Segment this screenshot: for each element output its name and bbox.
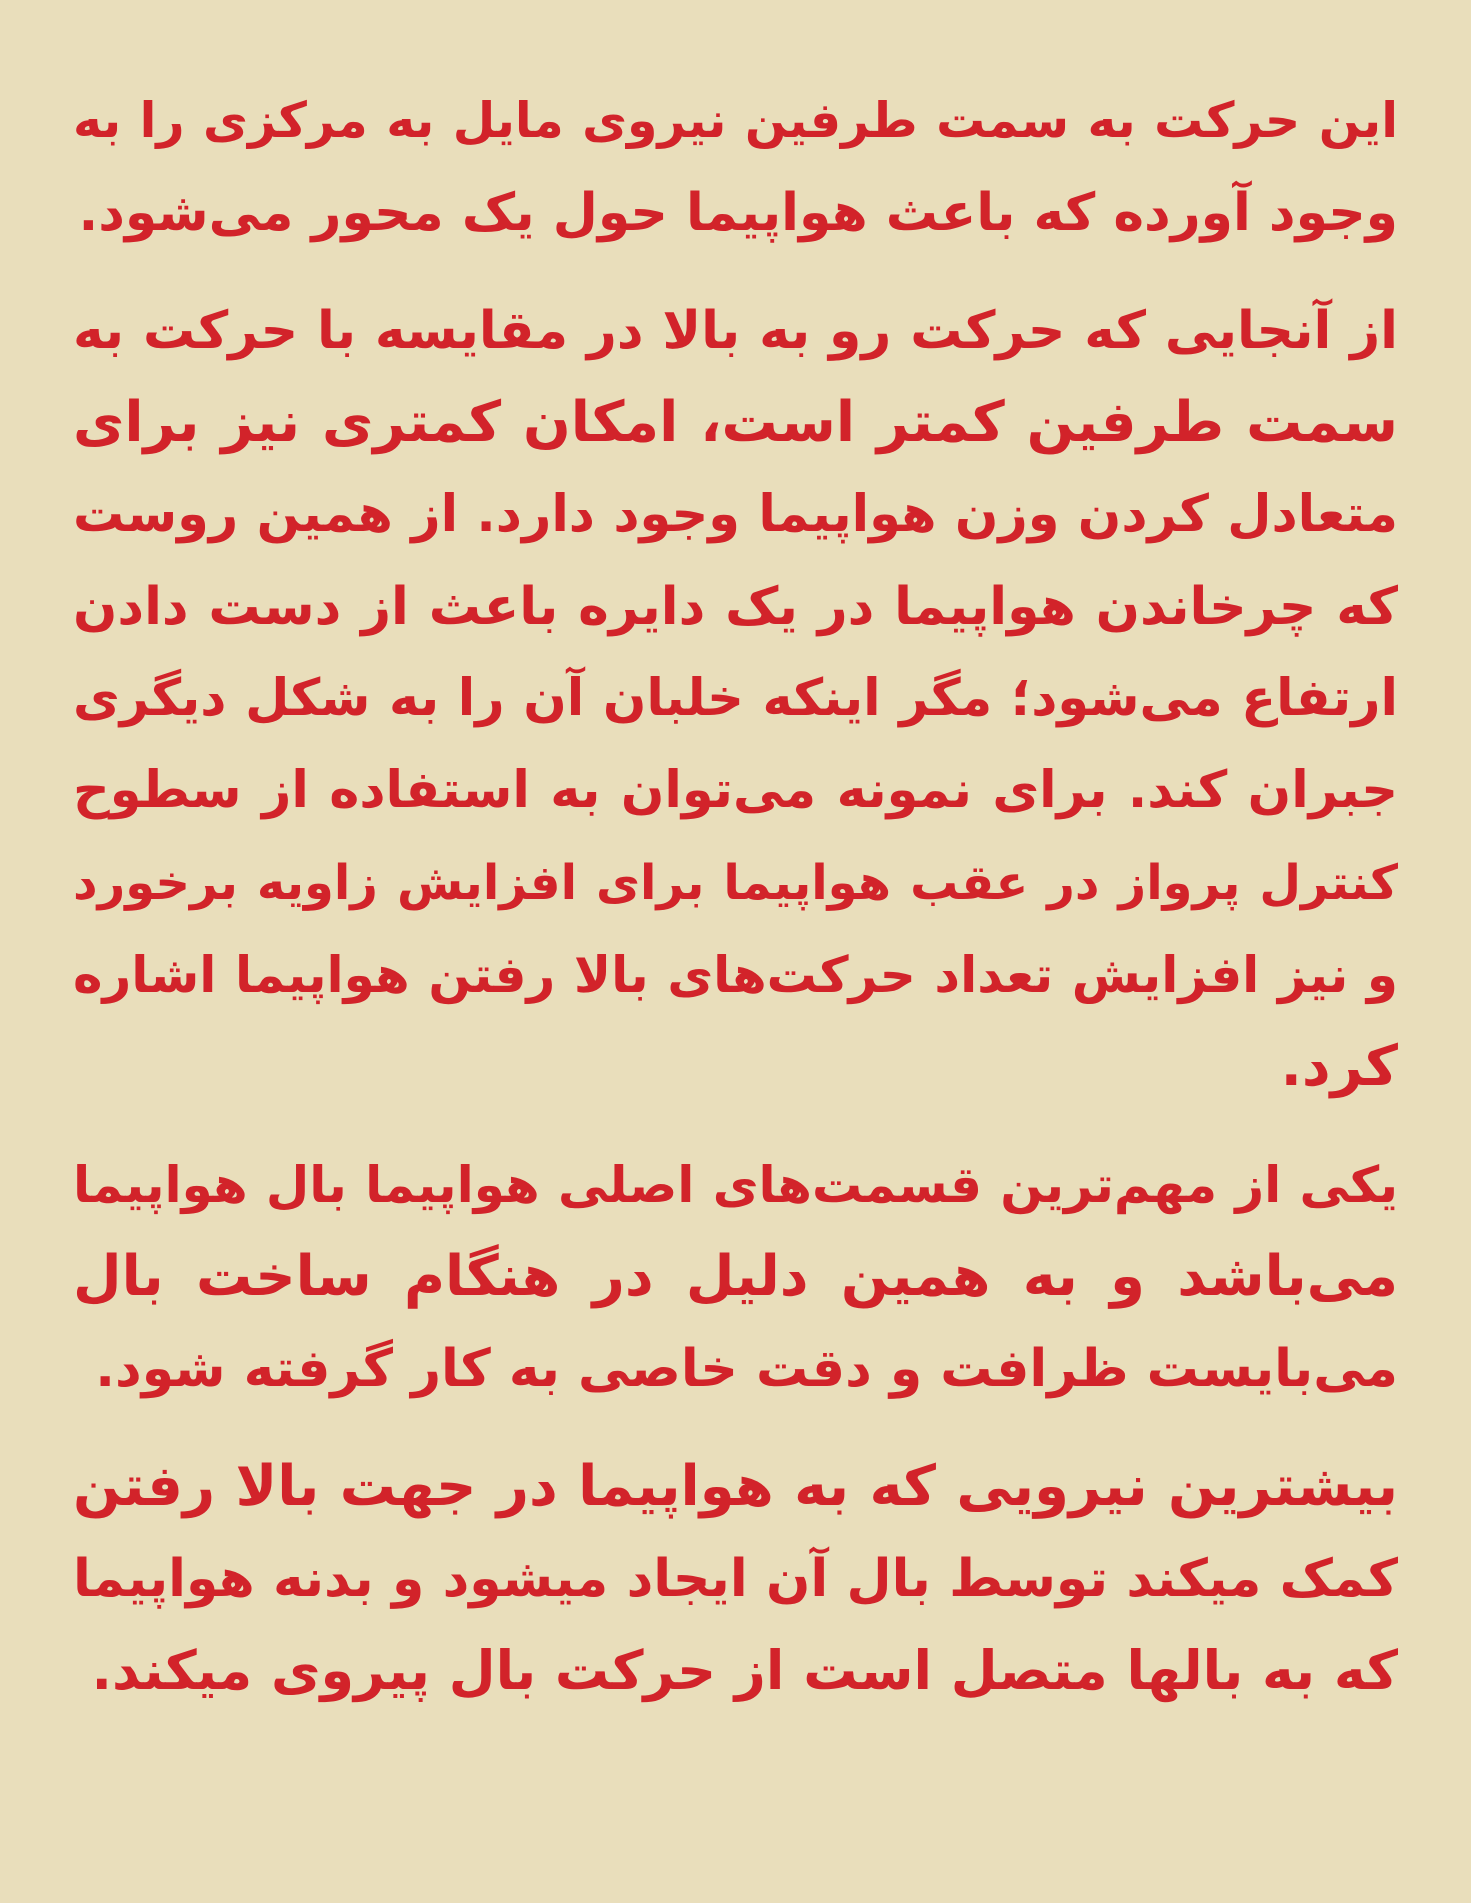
paragraph-2-line-3: متعادل کردن وزن هواپیما وجود دارد. از همین روست [73, 485, 1398, 544]
paragraph-3-line-2: می‌باشد و به همین دلیل در هنگام ساخت بال [73, 1244, 1398, 1309]
paragraph-2-line-1: از آنجایی که حرکت رو به بالا در مقایسه با حرکت به [73, 301, 1398, 361]
paragraph-1-line-1: این حرکت به سمت طرفین نیروی مایل به مرکزی را به [73, 92, 1398, 149]
paragraph-2-line-5: ارتفاع می‌شود؛ مگر اینکه خلبان آن را به شکل دیگری [73, 669, 1398, 728]
paragraph-2 [73, 285, 1398, 1113]
paragraph-2-line-6: جبران کند. برای نمونه می‌توان به استفاده از سطوح [73, 761, 1398, 820]
paragraph-4-line-3: که به بالها متصل است از حرکت بال پیروی میکند. [91, 1639, 1398, 1702]
paragraph-4 [73, 1441, 1398, 1717]
paragraph-2-line-7: کنترل پرواز در عقب هواپیما برای افزایش زاویه برخورد [73, 855, 1398, 911]
paragraph-1 [73, 75, 1398, 259]
paragraph-3-line-1: یکی از مهم‌ترین قسمت‌های اصلی هواپیما بال هواپیما [73, 1156, 1398, 1214]
paragraph-3-line-3: می‌بایست ظرافت و دقت خاصی به کار گرفته شود. [95, 1339, 1398, 1399]
paragraph-1-line-2: وجود آورده که باعث هواپیما حول یک محور می‌شود. [78, 183, 1398, 243]
paragraph-4-line-1: بیشترین نیرویی که به هواپیما در جهت بالا رفتن [73, 1454, 1398, 1519]
paragraph-2-line-4: که چرخاندن هواپیما در یک دایره باعث از دست دادن [73, 577, 1398, 637]
paragraph-4-line-2: کمک میکند توسط بال آن ایجاد میشود و بدنه هواپیما [73, 1549, 1398, 1609]
paragraph-2-line-8: و نیز افزایش تعداد حرکت‌های بالا رفتن هواپیما اشاره [73, 946, 1398, 1004]
paragraph-2-line-9: کرد. [1280, 1034, 1398, 1099]
paragraph-2-line-2: سمت طرفین کمتر است، امکان کمتری نیز برای [73, 390, 1398, 455]
paragraph-3 [73, 1139, 1398, 1415]
